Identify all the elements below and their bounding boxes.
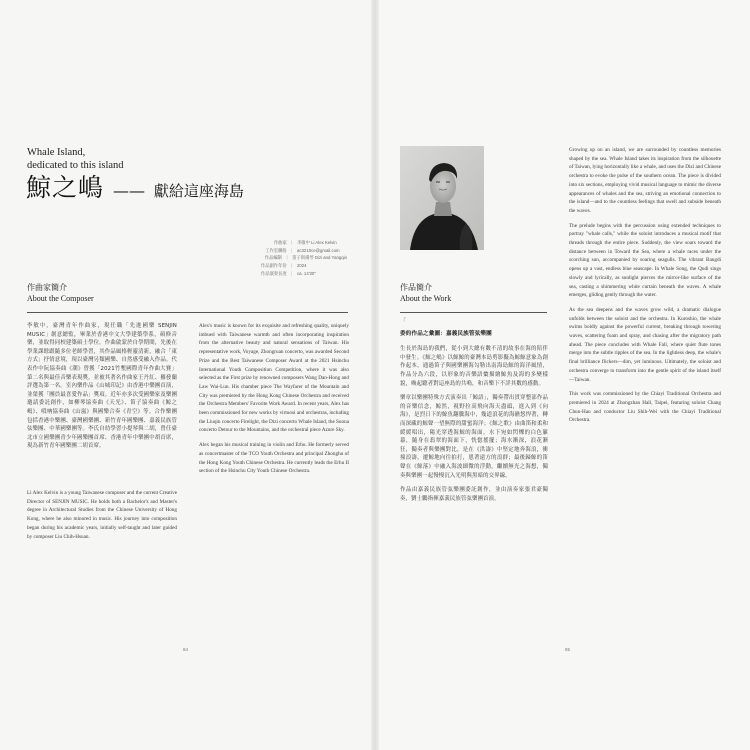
portrait-photo xyxy=(400,146,484,250)
title-en-line2: dedicated to this island xyxy=(27,160,124,171)
title-dash: —— xyxy=(112,181,145,200)
work-section-heading xyxy=(400,283,451,304)
credit-row: 作品演奏長度 ｜ ca. 14'30" xyxy=(260,270,316,276)
title-cn-sub: 獻給這座海島 xyxy=(153,182,244,200)
page-number-right: 85 xyxy=(565,647,571,652)
work-description-en: Growing up on an island, we are surrounded by countless memories shaped by the sea. Whale Island takes its inspiration from the silhouette of Taiwan, lying horizontally like a whale, and uses the Dizi and Chinese orchestra to evoke the pulse of the southern ocean. The piece is divided into six sections, employing vivid musical language to mimic the diverse appearances of whales and the sea, striving an emotional connection to the island—and to the countless feelings that swell and subside beneath the waves. The prelude begins with the percussion using extended techniques to portray "whale calls," while the soloist introduces a musical motif that threads through the entire piece. Suddenly, the view soars toward the distance between in Toward the Sea, where a whale races under the scorching sun, accompanied by soaring seagulls. The vibrant Bangdi opens up a vast, endless blue seascape. In Whale Song, the Qudi sings slowly and lyrically, as sunlight pierces the mirror-like surface of the sea, casting a shimmering white curtain beneath the waves. A whale emerges, gliding gently through the water. As the sea deepens and the waves grow wild, a dramatic dialogue unfolds between the soloist and the orchestra. In Kuroshio, the whale swims boldly against the powerful current, breaking through towering waves, scattering foam and spray, and chasing after the migratory path ahead. The piece concludes with Whale Fall, where quiet flute tones merge into the subtle ripples of the sea. In the lightless deep, the whale's final brilliance flickers—dim, yet luminous. Ultimately, the soloist and orchestra converge to transform into the gentle spirit of the island itself—Taiwan. This work was commissioned by the Chiayi Traditional Orchestra and premiered in 2024 at Zhongzhan Hall, Taipei, featuring soloist Chang Chun-Hao and conductor Liu Shih-Wei with the Chiayi Traditional Orchestra. xyxy=(569,147,721,424)
composer-bio-en-1: Li Alex Kelvin is a young Taiwanese composer and the current Creative Director of SENJIN MUSIC. He holds both a Bachelor's and Master's degree in Architectural Studies from the Chinese University of Hong Kong, where he also minored in music. His journey into composition began during his academic years, initially self-taught and later guided by composer Liu Chih-Hsuan. xyxy=(27,490,177,540)
title-chinese xyxy=(26,174,244,205)
section-divider xyxy=(400,312,547,313)
composer-section-heading xyxy=(27,283,94,304)
section-divider xyxy=(27,312,348,313)
title-cn-main: 鯨之嶋 xyxy=(26,173,105,202)
book-gutter xyxy=(371,0,379,750)
credit-row: 作品編制 ｜ 笛子與揚琴 Dizi and Yangqin xyxy=(264,255,347,261)
composer-portrait xyxy=(400,146,484,250)
section-heading-cn: 作品簡介 xyxy=(400,283,432,292)
credits-block xyxy=(167,239,347,278)
credit-row: 作品創作年份 ｜ 2024 xyxy=(260,263,307,269)
quote-mark: 「 xyxy=(400,318,407,325)
work-subtitle-cn: 委約作品之彙圖：嘉義民族管弦樂團 xyxy=(400,330,492,337)
section-heading-cn: 作曲家簡介 xyxy=(27,283,67,292)
work-description-cn: 「 委約作品之彙圖：嘉義民族管弦樂團 生長於海島的我們，從小到大總有數不清的故事在海的陪伴中發生。《鯨之嶋》以鯨鯨的臺灣本島剪影擬為鯨鯨意象為創作起本，通過笛子與國樂團海勾勒出南海島鯨的海洋風情，作品分為六段，以形象的音樂語彙描繪鯨魚及海的多變樣貌，喚起聽者對這座島的共鳴，和音樂下不詳其數的感動。 樂章以樂團特殊方式演奏出「鯨語」，獨奏帶出貫穿整部作品的音樂信念，鯨然，視野拉高飛向海天盡頭，進入到《向海》，是烈日下的鯨魚翻騰海中，幾道浪花的海礁悠悍著，轉而深藏的鯨聲一望無際的甜蜜海洋；《鯨之歌》由曲笛和柔和緩緩唱出，陽光穿透海鯨的海面，水下宛如閃爍的白色簾幕，隨身在翡翠的海面下，恍惚搖擺；海水漸深，浪花漸狂，獨奏者與樂團對比，是在《洪濤》中堅定地奔海浪，衝撞浪濤，遷鯨地向往拍打，恩著遠方的浪群；最後歸鯨的笛聲在《鯨落》中融入海波細微的浮動，繼續無光之海想，獨奏與樂團一起慢慢沉入光明與黑暗的交界線。 作品由嘉義民族管弦樂團委託創作，並由演奏家張君豪獨奏，劉士鵬指揮嘉義民族管弦樂團首演。 xyxy=(400,318,548,502)
title-english xyxy=(27,146,124,172)
title-en-line1: Whale Island, xyxy=(27,147,86,158)
right-page xyxy=(375,0,750,750)
page-number-left: 84 xyxy=(183,647,189,652)
section-heading-en: About the Composer xyxy=(27,293,94,303)
composer-bio-cn: 李敏中，臺灣青年作曲家，現任職「先進國樂 SENJIN MUSIC」創意總監，畢業於香港中文大學建築學系，碩修音樂，並取得同校建築碩士學位。作曲啟蒙於自學期間，先後在學業課餘跟隨多位老師學習，其作品風格輕靈清新，融合「東方式」抒情意境，現以臺灣另類國樂、自然感受融入作品。代表作中阮協奏曲《潮》曾獲「2021竹塹國際青年作曲大賽」第二名與最佳音樂表現獎，並被其著名作曲家王丹紅、羅發蘭評選為第一名。室內樂作品《山城印記》由香港中樂團首演，並榮獲「團員最喜愛作品」獎項。近年亦多次受國樂家及樂團邀請委託創作，如柳琴協奏曲《天光》、笛子協奏曲《鯨之嶋》、嗩吶協奏曲《山嵐》與國樂合奏《青空》等。合作樂團包括香港中樂團、臺灣國樂團、新竹青年國樂團、嘉義民族管弦樂團、中華國樂團等。李氏自幼學習小提琴與二胡，曾任臺北市立國樂團青少年國樂團首席、香港青年中樂團中胡首席，現為新竹青年國樂團二胡首席。 xyxy=(27,323,177,450)
section-heading-en: About the Work xyxy=(400,293,452,303)
credit-row: 作曲家 ｜ 李敏中 Li Alex Kelvin xyxy=(273,240,337,245)
credit-row: 工作室聯絡 ｜ ac3210ce@gmail.com xyxy=(265,247,340,253)
composer-bio-en-2: Alex's music is known for its exquisite and refreshing quality, uniquely imbued with Taiwanese warmth and often incorporating inspiration from the alternative beauty and natural sensations of Taiwan. His representative work, Voyage, Zhongruan concerto, was awarded Second Prize and the Best Taiwanese Composer Award at the 2021 Hsinchu International Youth Composition Competition, where it was also selected as the First prize by renowned composers Wang Dan-Hong and Law Wai-Lun. His chamber piece The Wayfarer of the Mountain and City was premiered by the Hong Kong Chinese Orchestra and received the Orchestra Members' Favorite Work Award. In recent years, Alex has been commissioned for new works by virtuosi and orchestras, including the Liuqin concerto Firelight, the Dizi concerto Whale Island, the Suona concerto Detour to the Mountains, and the orchestral piece Azure Sky. Alex began his musical training in violin and Erhu. He formerly served as concertmaster of the TCO Youth Orchestra and principal Zhonghu of the Hong Kong Youth Chinese Orchestra. He currently leads the Erhu II section of the Hsinchu City Youth Chinese Orchestra. xyxy=(199,323,350,475)
